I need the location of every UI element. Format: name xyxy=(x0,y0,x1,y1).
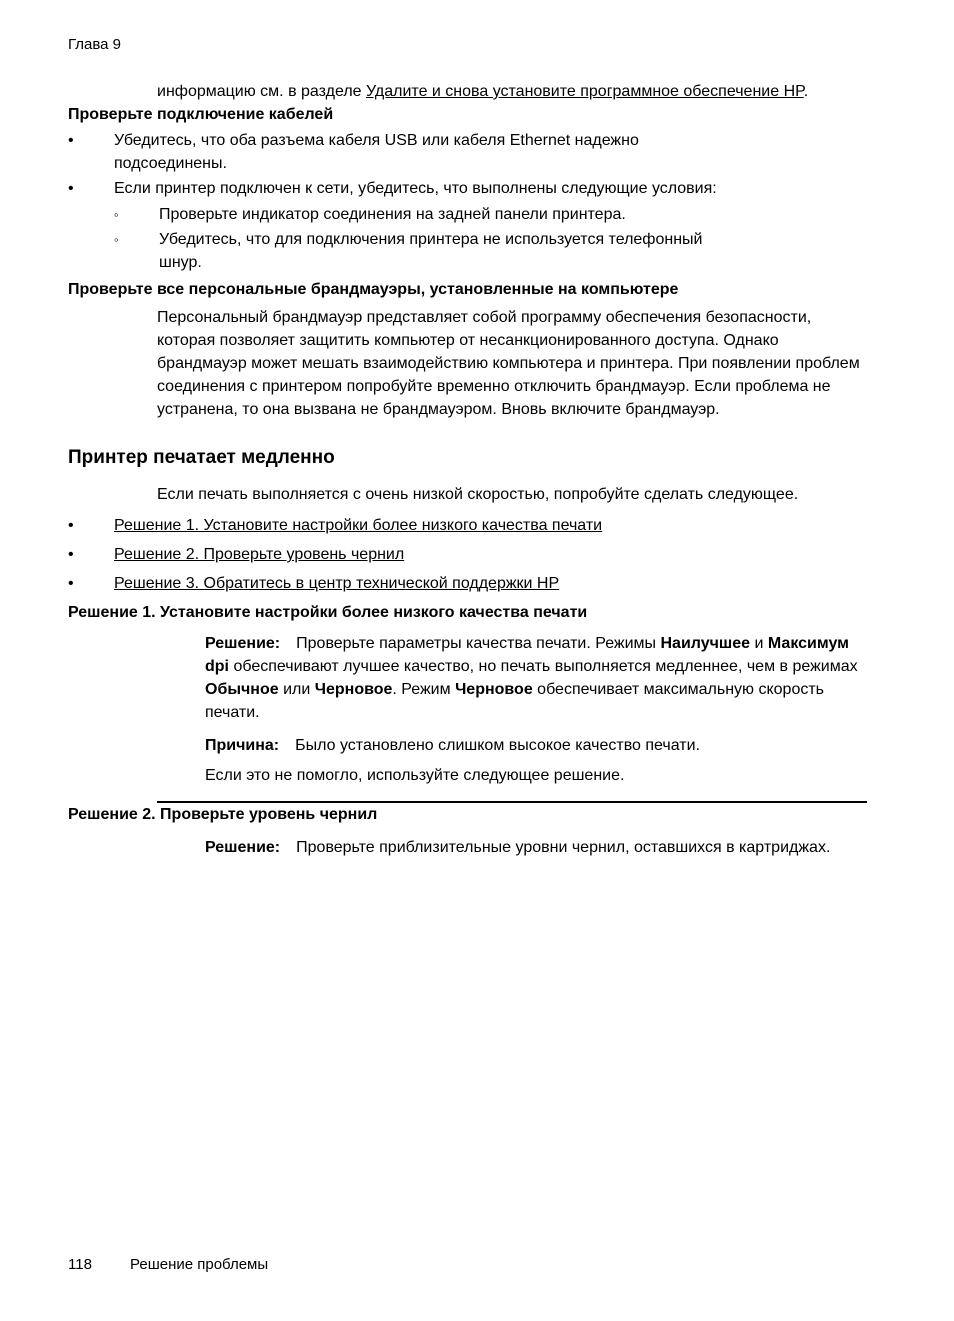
list-item xyxy=(68,129,888,175)
cause-text: Было установлено слишком высокое качество печати. xyxy=(295,737,701,754)
solutions-link-list xyxy=(68,514,888,596)
bullet-icon: • xyxy=(68,180,74,197)
link-solution-3[interactable]: Решение 3. Обратитесь в центр технической поддержки HP xyxy=(114,575,560,592)
list-item xyxy=(68,572,888,596)
cause-label: Причина: xyxy=(205,737,280,754)
heading-solution-1: Решение 1. Установите настройки более низкого качества печати xyxy=(68,604,588,621)
cables-sub-list xyxy=(114,203,734,274)
sub-list-item-text: Проверьте индикатор соединения на задней панели принтера. xyxy=(159,206,626,223)
bullet-icon: • xyxy=(68,546,74,563)
sub-list-item xyxy=(114,228,734,274)
solution-2-paragraph xyxy=(205,836,865,859)
heading-check-cables: Проверьте подключение кабелей xyxy=(68,106,334,123)
solution-1-paragraph xyxy=(205,632,865,724)
list-item-text: Если принтер подключен к сети, убедитесь, что выполнены следующие условия: xyxy=(114,180,717,197)
list-item xyxy=(68,177,888,276)
circle-bullet-icon: ◦ xyxy=(114,207,119,222)
link-solution-1[interactable]: Решение 1. Установите настройки более низкого качества печати xyxy=(114,517,603,534)
sub-list-item-text: Убедитесь, что для подключения принтера не используется телефонный шнур. xyxy=(159,231,703,271)
intro-paragraph: информацию см. в разделе Удалите и снова установите программное обеспечение HP. xyxy=(157,83,809,100)
footer-title: Решение проблемы xyxy=(130,1256,269,1273)
link-solution-2[interactable]: Решение 2. Проверьте уровень чернил xyxy=(114,546,405,563)
section-heading-printer-slow: Принтер печатает медленно xyxy=(68,447,335,468)
chapter-label: Глава 9 xyxy=(68,36,122,53)
firewall-paragraph: Персональный брандмауэр представляет собой программу обеспечения безопасности, которая позволяет защитить компьютер от несанкционированного доступа. Однако брандмауэр может мешать взаимодействию компьютера и принтера. При появлении проблем соединения с принтером попробуйте временно отключить брандмауэр. Если проблема не устранена, то она вызвана не брандмауэром. Вновь включите брандмауэр. xyxy=(157,309,860,418)
list-item xyxy=(68,514,888,538)
heading-check-firewalls: Проверьте все персональные брандмауэры, установленные на компьютере xyxy=(68,281,679,298)
list-item-text: Убедитесь, что оба разъема кабеля USB или кабеля Ethernet надежно подсоединены. xyxy=(114,132,639,172)
list-item-body xyxy=(114,177,734,276)
bullet-icon: • xyxy=(68,575,74,592)
cause-paragraph xyxy=(205,734,865,757)
solution-label: Решение: xyxy=(205,635,281,652)
page-footer xyxy=(68,1256,268,1274)
slow-intro-paragraph: Если печать выполняется с очень низкой скоростью, попробуйте сделать следующее. xyxy=(157,486,799,503)
page-number: 118 xyxy=(68,1256,92,1273)
solution-1-text: Проверьте параметры качества печати. Режимы Наилучшее и Максимум dpi обеспечивают лучшее качество, но печать выполняется медленнее, чем в режимах Обычное или Черновое. Режим Черновое обеспечивает максимальную скорость печати. xyxy=(205,635,858,721)
bullet-icon: • xyxy=(68,132,74,149)
cables-bullet-list xyxy=(68,129,888,276)
heading-solution-2: Решение 2. Проверьте уровень чернил xyxy=(68,806,378,823)
page-content xyxy=(68,0,888,859)
solution-2-text: Проверьте приблизительные уровни чернил, оставшихся в картриджах. xyxy=(296,839,831,856)
circle-bullet-icon: ◦ xyxy=(114,232,119,247)
sub-list-item xyxy=(114,203,734,226)
bullet-icon: • xyxy=(68,517,74,534)
list-item xyxy=(68,543,888,567)
solution-label: Решение: xyxy=(205,839,281,856)
next-solution-hint: Если это не помогло, используйте следующее решение. xyxy=(205,767,625,784)
